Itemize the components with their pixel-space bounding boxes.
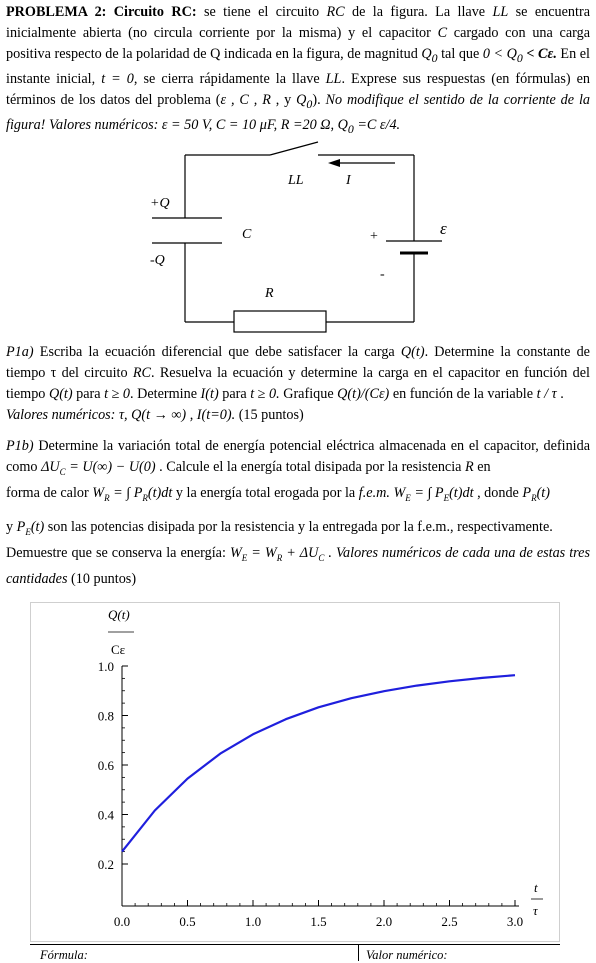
value-label: Valor numérico:: [366, 948, 448, 962]
charge-vs-time-chart: [30, 602, 560, 942]
problem-title: PROBLEMA 2: Circuito RC:: [6, 4, 197, 20]
p1a-statement: P1a) Escriba la ecuación diferencial que debe satisfacer la carga Q(t). Determine la constante de tiempo τ del circuito RC. Resuelva la ecuación y determine la carga en el capacitor en función del tiempo Q(t) para t ≥ 0. Determine I(t) para t ≥ 0. Grafique Q(t)/(Cε) en función de la variable t / τ . Valores numéricos: τ, Q(t → ∞) , I(t=0). (15 puntos): [6, 344, 590, 423]
resistor-label: R: [265, 286, 274, 301]
rc-circuit-diagram: [0, 140, 596, 340]
current-arrow-head: [328, 159, 340, 167]
y-axis-label-numerator: Q(t): [108, 607, 130, 622]
p1b-statement-part1: P1b) Determine la variación total de energía potencial eléctrica almacenada en el capacitor, definida como $\Delta U_C = U(\infty) - U(0)$ . Calcule el la energía total disipada por la resistencia R en: [6, 438, 590, 477]
problem-statement: PROBLEMA 2: Circuito RC: se tiene el circuito RC de la figura. La llave LL se encuentra inicialmente abierta (no circula corriente por la misma) y el capacitor C cargado con una carga positiva respecto de la polaridad de Q indicada en la figura, de magnitud $Q_0$ tal que $0 < Q_0 < C\varepsilon$. En el instante inicial, t = 0, se cierra rápidamente la llave LL. Exprese sus respuestas (en fórmulas) en términos de los datos del problema (ε , C , R , y $Q_0$). No modifique el sentido de la corriente de la figura! Valores numéricos: ε = 50 V, C = 10 μF, R =20 Ω, $Q_0 =C$ ε/4.: [6, 4, 591, 136]
switch-blade: [270, 142, 318, 155]
x-tick-label: 2.5: [441, 914, 458, 929]
x-tick-label: 1.0: [244, 914, 262, 929]
x-tick-label: 0.0: [113, 914, 131, 929]
capacitor-label: C: [242, 227, 252, 242]
x-axis-label-denominator: τ: [533, 903, 538, 918]
y-axis-label-denominator: Cε: [111, 642, 126, 657]
y-tick-label: 0.2: [97, 857, 114, 872]
p1b-statement-part2: forma de calor $W_R$ = ∫ $P_R(t)dt$ y la energía total erogada por la f.e.m. $W_E$ = ∫ $P_E(t)dt$ , donde $P_R(t)$: [6, 485, 550, 503]
y-tick-label: 0.4: [97, 807, 114, 823]
switch-label: LL: [288, 173, 304, 188]
x-axis-label-numerator: t: [534, 880, 538, 895]
emf-plus-label: +: [370, 229, 378, 244]
x-tick-label: 2.0: [375, 914, 393, 929]
x-tick-label: 1.5: [310, 914, 327, 929]
emf-label: ε: [440, 219, 447, 238]
y-tick-label: 1.0: [97, 659, 114, 674]
y-tick-label: 0.8: [97, 708, 114, 724]
p1b-statement-part3: y $P_E(t)$ son las potencias disipada por la resistencia y la entregada por la f.e.m., respectivamente. Demuestre que se conserva la energía: $W_E = W_R + \Delta U_C$ . Valores numéricos de cada una de estas tres cantidades (10 puntos): [6, 519, 590, 587]
answer-table-top-border: [30, 944, 560, 945]
current-label: I: [346, 173, 351, 188]
x-tick-label: 3.0: [506, 914, 524, 929]
resistor: [234, 311, 326, 332]
minus-q-label: -Q: [150, 253, 165, 268]
y-tick-label: 0.6: [97, 758, 114, 773]
x-tick-label: 0.5: [179, 914, 196, 929]
plus-q-label: +Q: [150, 196, 170, 211]
answer-table-column-separator: [358, 944, 359, 961]
formula-label: Fórmula:: [40, 948, 88, 962]
emf-minus-label: -: [380, 267, 385, 282]
